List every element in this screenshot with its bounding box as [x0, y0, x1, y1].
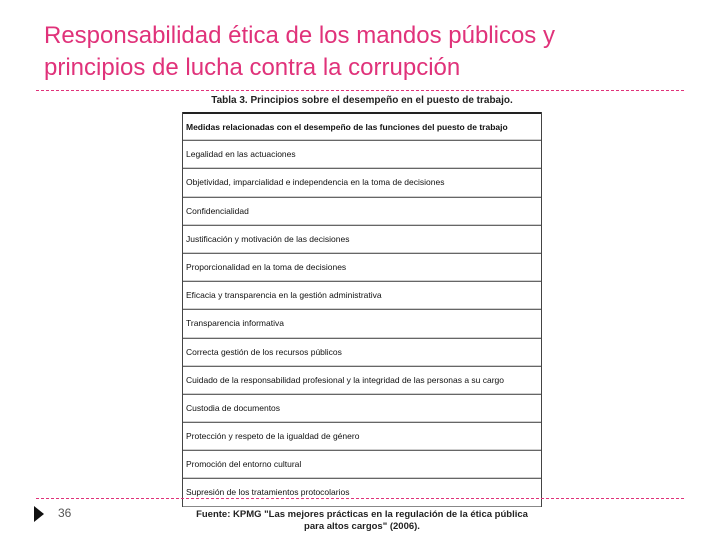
table-row: Justificación y motivación de las decisiones [183, 225, 541, 253]
table-row: Transparencia informativa [183, 309, 541, 337]
table-row: Eficacia y transparencia en la gestión administrativa [183, 281, 541, 309]
source-note [183, 509, 541, 533]
table-row: Cuidado de la responsabilidad profesional y la integridad de las personas a su cargo [183, 366, 541, 394]
page-number: 36 [58, 506, 72, 520]
table-row: Proporcionalidad en la toma de decisiones [183, 253, 541, 281]
slide-title-line-1: Responsabilidad ética de los mandos públicos y [44, 22, 555, 49]
source-note-line-2: para altos cargos" (2006). [304, 521, 420, 532]
table-row: Custodia de documentos [183, 394, 541, 422]
principles-table [182, 112, 542, 507]
table-row: Supresión de los tratamientos protocolarios [183, 478, 541, 506]
slide-title [44, 20, 684, 84]
table-row: Confidencialidad [183, 197, 541, 225]
table-header: Medidas relacionadas con el desempeño de las funciones del puesto de trabajo [183, 112, 541, 140]
play-arrow-icon [34, 506, 44, 522]
table-row: Promoción del entorno cultural [183, 450, 541, 478]
bottom-divider [36, 498, 684, 499]
table-row: Legalidad en las actuaciones [183, 140, 541, 168]
slide-title-line-2: principios de lucha contra la corrupción [44, 54, 461, 81]
table-row: Objetividad, imparcialidad e independencia en la toma de decisiones [183, 168, 541, 196]
source-note-line-1: Fuente: KPMG "Las mejores prácticas en la regulación de la ética pública [196, 509, 528, 520]
table-row: Protección y respeto de la igualdad de género [183, 422, 541, 450]
table-caption: Tabla 3. Principios sobre el desempeño en el puesto de trabajo. [211, 95, 513, 106]
table-row: Correcta gestión de los recursos públicos [183, 338, 541, 366]
top-divider [36, 90, 684, 91]
